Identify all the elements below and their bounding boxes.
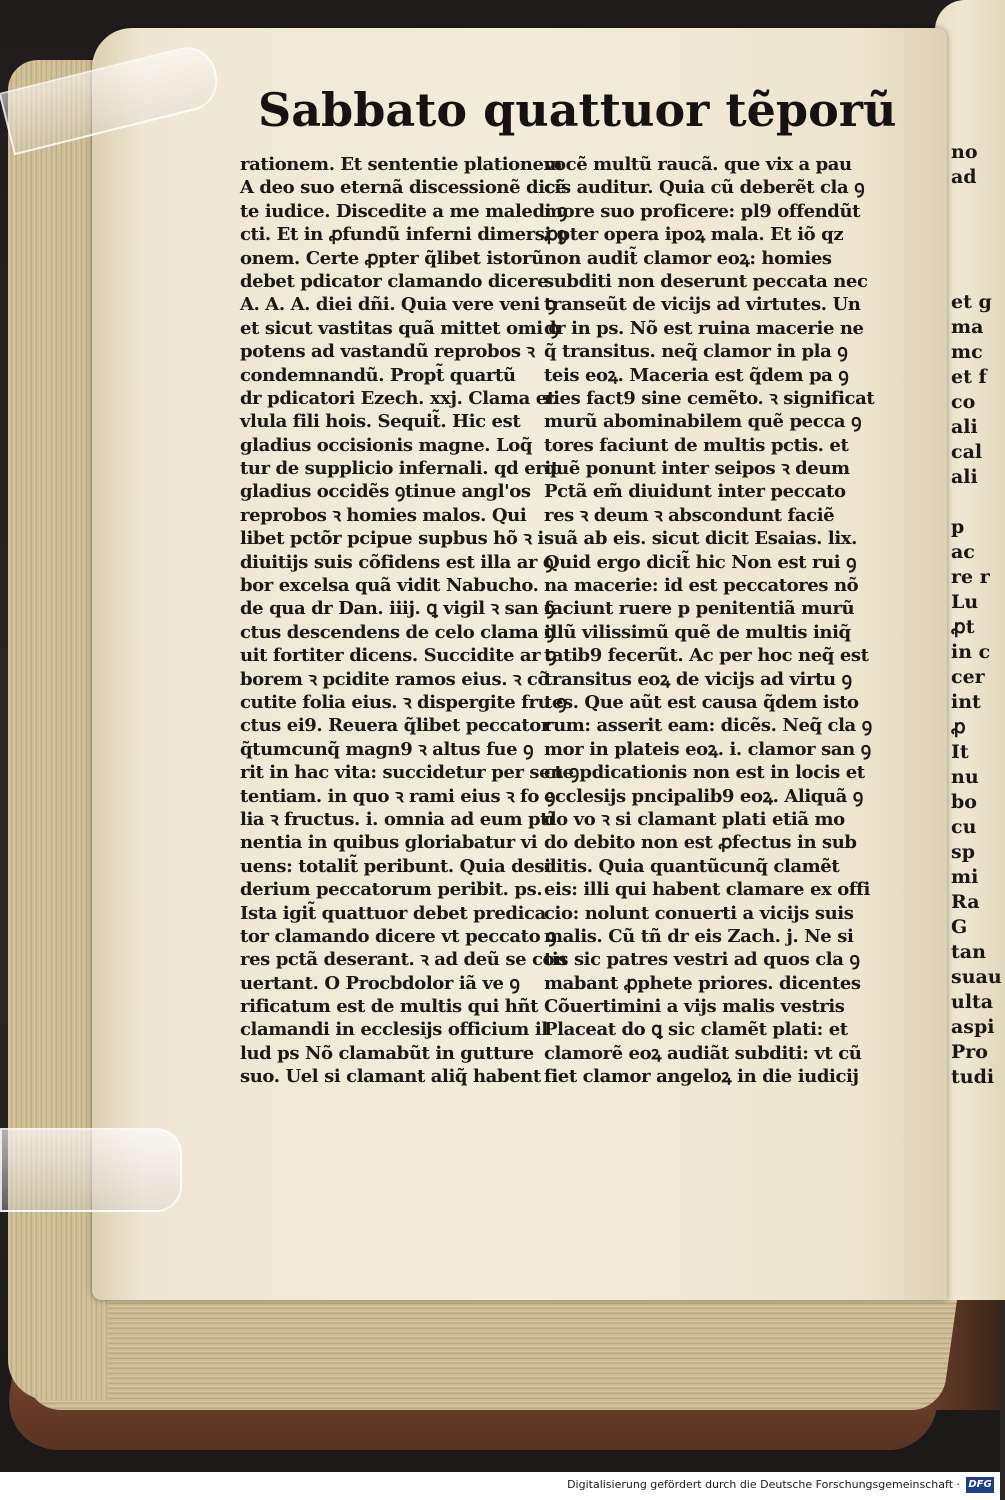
text-line: de qua dr Dan. iiij. ꝗ vigil ꝛ san ꝯ: [240, 598, 555, 620]
text-line: dr pdicatori Ezech. xxj. Clama et: [240, 387, 555, 409]
text-line: lud ps Nõ clamabũt in gutture: [240, 1042, 534, 1064]
text-line: Ista igit̃ quattuor debet predica: [240, 902, 546, 924]
text-line: uit fortiter dicens. Succidite ar ꝯ: [240, 645, 557, 667]
facing-text-line: int: [951, 691, 981, 713]
text-line: tes. Que aũt est causa q̃dem isto: [544, 691, 859, 713]
facing-text-line: aspi: [951, 1016, 995, 1038]
text-line: Placeat do ꝗ sic clamẽt plati: et: [544, 1019, 848, 1041]
text-line: transeũt de vicijs ad virtutes. Un: [544, 294, 861, 316]
facing-text-line: cu: [951, 816, 977, 838]
facing-text-line: cer: [951, 666, 985, 688]
text-line: uertant. O Procbdolor iã ve ꝯ: [240, 972, 520, 994]
text-line: A deo suo eternã discessionẽ dicẽ: [240, 177, 567, 199]
text-line: ditis. Quia quantũcunq̃ clamẽt: [544, 855, 840, 877]
text-line: libet pctõr pcipue supbus hõ ꝛ i: [240, 528, 544, 550]
text-line: mabant ꝓphete priores. dicentes: [544, 972, 861, 994]
text-line: cutite folia eius. ꝛ dispergite fru ꝯ: [240, 691, 567, 713]
facing-text-line: [951, 490, 1002, 515]
facing-text-line: ali: [951, 466, 978, 488]
text-line: condemnandũ. Propt̃ quartũ: [240, 364, 516, 386]
facing-text-line: ꝓ: [951, 716, 966, 738]
text-line: rum: asserit eam: dicẽs. Neq̃ cla ꝯ: [544, 715, 872, 737]
text-line: cte pdicationis non est in locis et: [544, 762, 865, 784]
facing-text-line: tudi: [951, 1066, 995, 1088]
facing-text-line: Pro: [951, 1041, 988, 1063]
text-line: diuitijs suis cõfidens est illa ar ꝯ: [240, 551, 554, 573]
facing-text-line: Ra: [951, 891, 980, 913]
text-line: subditi non deserunt peccata nec: [544, 270, 868, 292]
facing-text-line: bo: [951, 791, 977, 813]
dfg-logo: DFG: [966, 1477, 994, 1493]
facing-text-line: mc: [951, 341, 983, 363]
text-line: gladius occidẽs ꝯtinue angl'os: [240, 481, 531, 503]
text-line: more suo proficere: pl9 offendũt: [544, 200, 861, 222]
facing-text-line: ulta: [951, 991, 994, 1013]
text-line: malis. Cũ tñ dr eis Zach. j. Ne si: [544, 925, 854, 947]
text-line: reprobos ꝛ homies malos. Qui: [240, 504, 527, 526]
facing-text-line: mi: [951, 866, 979, 888]
facing-text-line: ad: [951, 166, 977, 188]
text-line: ꝓpter opera ipoꝝ mala. Et iõ qz: [544, 224, 844, 246]
text-line: ecclesijs pncipalib9 eoꝝ. Aliquã ꝯ: [544, 785, 863, 807]
text-line: non audit̃ clamor eoꝝ: homies: [544, 247, 832, 269]
text-line: derium peccatorum peribit. ps.: [240, 879, 543, 901]
text-line: onem. Certe ꝓpter q̃libet istorũ: [240, 247, 544, 269]
text-line: tur de supplicio infernali. qd erit: [240, 458, 559, 480]
facing-text-line: cal: [951, 441, 983, 463]
text-line: res ꝛ deum ꝛ abscondunt faciẽ: [544, 504, 835, 526]
text-line: Pctã em̃ diuidunt inter peccato: [544, 481, 846, 503]
facing-text-line: G: [951, 916, 968, 938]
text-line: murũ abominabilem quẽ pecca ꝯ: [544, 411, 862, 433]
facing-text-line: co: [951, 391, 976, 413]
facing-text-line: no: [951, 141, 978, 163]
facing-text-line: ma: [951, 316, 984, 338]
text-line: transitus eoꝝ de vicijs ad virtu ꝯ: [544, 668, 852, 690]
text-line: cti. Et in ꝓfundũ inferni dimersi ꝯ: [240, 224, 567, 246]
facing-text-line: [951, 240, 1002, 265]
text-line: Cõuertimini a vijs malis vestris: [544, 996, 845, 1018]
text-line: te iudice. Discedite a me maledi ꝯ: [240, 200, 568, 222]
facing-text-line: et f: [951, 366, 987, 388]
facing-text-line: in c: [951, 641, 991, 663]
text-line: do debito non est ꝓfectus in sub: [544, 832, 857, 854]
facing-text-line: et g: [951, 291, 992, 313]
text-line: fiet clamor angeloꝝ in die iudicij: [544, 1066, 859, 1088]
text-line: lia ꝛ fructus. i. omnia ad eum ptĩ: [240, 808, 555, 830]
text-line: quẽ ponunt inter seipos ꝛ deum: [544, 458, 850, 480]
page-heading: Sabbato quattuor tẽporũ: [258, 83, 897, 137]
text-line: ctus ei9. Reuera q̃libet peccator: [240, 715, 550, 737]
text-line: cis auditur. Quia cũ deberẽt cla ꝯ: [544, 177, 865, 199]
text-line: ctus descendens de celo clama ꝯ: [240, 621, 555, 643]
facing-text-line: ali: [951, 416, 978, 438]
text-line: tis sic patres vestri ad quos cla ꝯ: [544, 949, 860, 971]
facing-text-line: It: [951, 741, 969, 763]
text-column-right: [544, 153, 875, 1089]
facing-text-line: tan: [951, 941, 986, 963]
text-line: illũ vilissimũ quẽ de multis iniq̃: [544, 621, 851, 643]
text-line: rificatum est de multis qui hñt: [240, 996, 539, 1018]
text-line: debet pdicator clamando dicere: [240, 270, 549, 292]
facing-text-line: [951, 265, 1002, 290]
text-line: dr in ps. Nõ est ruina macerie ne: [544, 317, 864, 339]
text-line: A. A. A. diei dñi. Quia vere veni ꝯ: [240, 294, 556, 316]
text-line: tor clamando dicere vt peccato ꝯ: [240, 925, 557, 947]
book-clamp-bottom: [0, 1128, 182, 1212]
text-line: cio: nolunt conuerti a vicijs suis: [544, 902, 854, 924]
text-line: eis: illi qui habent clamare ex offi: [544, 879, 870, 901]
text-line: rationem. Et sententie plationem: [240, 154, 563, 175]
text-line: vlula fili hois. Sequit̃. Hic est: [240, 411, 521, 433]
facing-page-text: [951, 140, 1002, 1090]
facing-text-line: Lu: [951, 591, 979, 613]
text-line: nentia in quibus gloriabatur vi: [240, 832, 538, 854]
text-line: bor excelsa quã vidit Nabucho.: [240, 575, 539, 597]
text-line: clamandi in ecclesijs officium il: [240, 1019, 548, 1041]
text-line: res pctã deserant. ꝛ ad deũ se con: [240, 949, 567, 971]
facing-text-line: ac: [951, 541, 975, 563]
facing-text-line: re r: [951, 566, 990, 588]
text-line: clamorẽ eoꝝ audiãt subditi: vt cũ: [544, 1042, 862, 1064]
text-column-left: [240, 153, 579, 1089]
text-line: teis eoꝝ. Maceria est q̃dem pa ꝯ: [544, 364, 849, 386]
facing-text-line: sp: [951, 841, 975, 863]
text-line: Quid ergo dicit̃ hic Non est rui ꝯ: [544, 551, 857, 573]
text-line: suã ab eis. sicut dicit Esaias. lix.: [544, 528, 857, 550]
facing-text-line: suau: [951, 966, 1002, 988]
text-line: tatib9 fecerũt. Ac per hoc neq̃ est: [544, 645, 869, 667]
text-line: potens ad vastandũ reprobos ꝛ: [240, 341, 535, 363]
text-line: q̃ transitus. neq̃ clamor in pla ꝯ: [544, 341, 848, 363]
text-line: mor in plateis eoꝝ. i. clamor san ꝯ: [544, 738, 871, 760]
facing-text-line: ꝓt: [951, 616, 975, 638]
facing-text-line: nu: [951, 766, 979, 788]
text-line: tentiam. in quo ꝛ rami eius ꝛ fo ꝯ: [240, 785, 556, 807]
text-line: gladius occisionis magne. Loq̃: [240, 434, 533, 456]
text-line: suo. Uel si clamant aliq̃ habent: [240, 1066, 541, 1088]
footer-credit: Digitalisierung gefördert durch die Deutsche Forschungsgemeinschaft ·: [567, 1478, 960, 1491]
facing-text-line: [951, 215, 1002, 240]
text-line: do vo ꝛ si clamant plati etiã mo: [544, 808, 845, 830]
footer-bar: [0, 1472, 1000, 1500]
text-line: faciunt ruere p penitentiã murũ: [544, 598, 855, 620]
page-edges-bottom: [22, 1290, 959, 1410]
text-line: tores faciunt de multis pctis. et: [544, 434, 849, 456]
facing-text-line: p: [951, 516, 965, 538]
text-line: na macerie: id est peccatores nõ: [544, 575, 859, 597]
text-line: borem ꝛ pcidite ramos eius. ꝛ cõ: [240, 668, 550, 690]
facing-text-line: [951, 190, 1002, 215]
text-line: ries fact9 sine cemẽto. ꝛ significat: [544, 387, 875, 409]
text-line: et sicut vastitas quã mittet omi ꝯ: [240, 317, 559, 339]
text-line: uens: totalit̃ peribunt. Quia desi: [240, 855, 551, 877]
text-line: rit in hac vita: succidetur per sen ꝯ: [240, 762, 579, 784]
text-line: vocẽ multũ raucã. que vix a pau: [544, 154, 852, 175]
text-line: q̃tumcunq̃ magn9 ꝛ altus fue ꝯ: [240, 738, 534, 760]
